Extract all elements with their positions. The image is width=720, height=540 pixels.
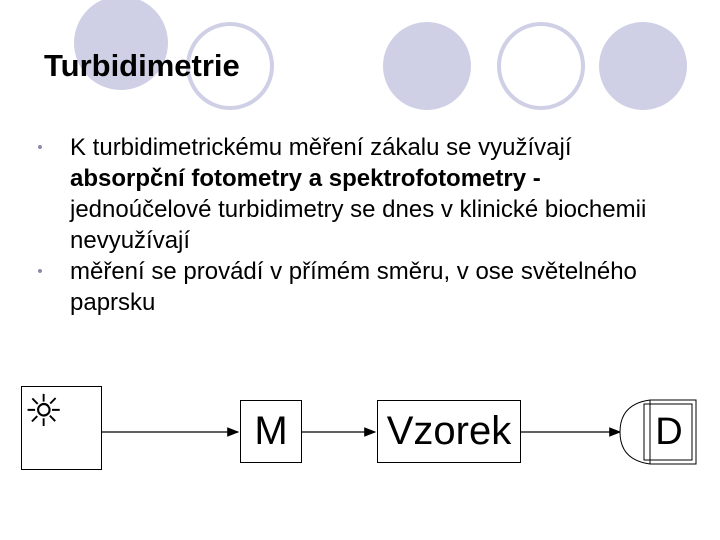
slide-title: Turbidimetrie [44, 48, 240, 83]
bullet-text: jednoúčelové turbidimetry se dnes v klinické biochemii nevyužívají [70, 196, 647, 254]
sun-icon: ☼ [24, 386, 64, 437]
bullet-text: K turbidimetrickému měření zákalu se využívají [70, 134, 572, 161]
detector-label: D [655, 410, 683, 453]
bullet-text: měření se provádí v přímém směru, v ose světelného paprsku [70, 258, 637, 316]
bullet-text-bold: absorpční fotometry a spektrofotometry - [70, 165, 541, 192]
sample-label: Vzorek [386, 409, 512, 453]
bullet-dot: • [37, 263, 43, 280]
monochromator-label: M [254, 409, 288, 453]
bullet-dot: • [37, 139, 43, 156]
